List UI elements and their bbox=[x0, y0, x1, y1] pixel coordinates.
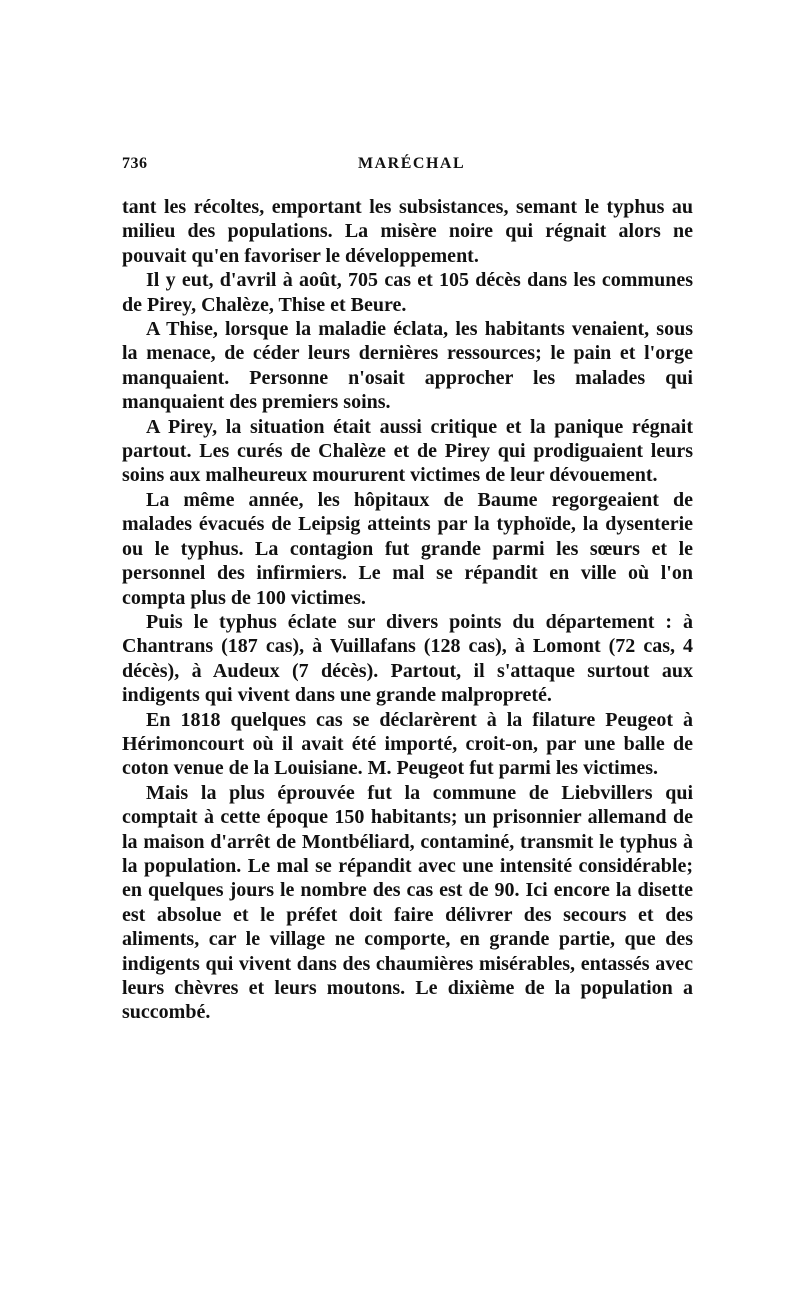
paragraph: tant les récoltes, emportant les subsistances, semant le typhus au milieu des populations. La misère noire qui régnait alors ne pouvait qu'en favoriser le développement. bbox=[122, 196, 693, 267]
page-header bbox=[122, 155, 693, 179]
body-text bbox=[122, 195, 693, 1025]
paragraph: A Thise, lorsque la maladie éclata, les habitants venaient, sous la menace, de céder leurs dernières ressources; le pain et l'orge manquaient. Personne n'osait approcher les malades qui manquaient des premiers soins. bbox=[122, 318, 693, 414]
paragraph: A Pirey, la situation était aussi critique et la panique régnait partout. Les curés de Chalèze et de Pirey qui prodiguaient leurs soins aux malheureux moururent victimes de leur dévouement. bbox=[122, 415, 693, 487]
page-number: 736 bbox=[122, 155, 148, 172]
paragraph: En 1818 quelques cas se déclarèrent à la filature Peugeot à Hérimoncourt où il avait été importé, croit-on, par une balle de coton venue de la Louisiane. M. Peugeot fut parmi les victimes. bbox=[122, 708, 693, 780]
paragraph: Il y eut, d'avril à août, 705 cas et 105 décès dans les communes de Pirey, Chalèze, Thise et Beure. bbox=[122, 269, 693, 316]
running-title: MARÉCHAL bbox=[358, 155, 466, 172]
paragraph: Mais la plus éprouvée fut la commune de Liebvillers qui comptait à cette époque 150 habitants; un prisonnier allemand de la maison d'arrêt de Montbéliard, contaminé, transmit le typhus à la population. Le mal se répandit avec une intensité considérable; en quelques jours le nombre des cas est de 90. Ici encore la disette est absolue et le préfet doit faire délivrer des secours et des aliments, car le village ne comporte, en grande partie, que des indigents qui vivent dans des chaumières misérables, entassés avec leurs chèvres et leurs moutons. Le dixième de la population a succombé. bbox=[122, 781, 693, 1024]
paragraph: Puis le typhus éclate sur divers points du département : à Chantrans (187 cas), à Vuillafans (128 cas), à Lomont (72 cas, 4 décès), à Audeux (7 décès). Partout, il s'attaque surtout aux indigents qui vivent dans une grande malpropreté. bbox=[122, 610, 693, 707]
paragraph: La même année, les hôpitaux de Baume regorgeaient de malades évacués de Leipsig atteints par la typhoïde, la dysenterie ou le typhus. La contagion fut grande parmi les sœurs et le personnel des infirmiers. Le mal se répandit en ville où l'on compta plus de 100 victimes. bbox=[122, 488, 693, 609]
